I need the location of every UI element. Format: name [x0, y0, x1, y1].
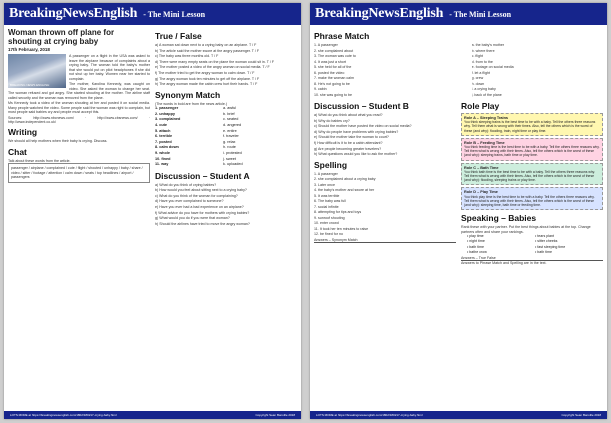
page-two-banner	[310, 3, 607, 25]
article-date: 17th February, 2018	[8, 47, 50, 52]
spelling-item: 3. Later once	[314, 182, 335, 187]
truefalse-item: b) The article said the mother swore at the angry passenger. T / F	[155, 48, 260, 53]
synonym-left-item: 3. complained	[155, 117, 181, 122]
truefalse-list	[155, 43, 297, 87]
synonym-left-item: 8. calm down	[155, 145, 179, 150]
spelling-item: 6. The baby was full	[314, 199, 346, 204]
page-one-footer	[4, 411, 301, 419]
page-one-right-column	[155, 28, 297, 409]
synonym-left-item: 11. way	[155, 162, 169, 167]
answers-note: Answers to Phrase Match and Spelling are in the text.	[461, 261, 547, 266]
spelling-item: 8. attempting for tips and toys	[314, 210, 362, 215]
page-one	[4, 3, 301, 419]
speaking-heading: Speaking – Babies	[461, 213, 537, 224]
discussion-a-item: a) What do you think of crying babies?	[155, 182, 217, 187]
truefalse-item: c) The baby was three months old. T / F	[155, 54, 219, 59]
phrase-left-item: 2. she complained about	[314, 48, 354, 53]
phrase-match-table	[314, 43, 603, 98]
truefalse-answers-label: Answers – True False	[461, 256, 603, 261]
story-sources: Sources: http://www.nbcnews.com/ · http://www.cbsnews.com/ · http://www.independent.co.uk/	[8, 115, 150, 124]
discussion-a-item: e) Have you ever had a bad experience on an airplane?	[155, 205, 244, 210]
page-one-banner	[4, 3, 301, 25]
rank-item: • bath time	[535, 250, 553, 255]
article-photo	[8, 54, 66, 88]
synonym-left-item: 1. passenger	[155, 106, 179, 111]
phrase-right-item: c. flight	[471, 54, 484, 58]
role-card-b	[461, 138, 603, 161]
phrase-left-item: 5. she held for all of the	[314, 65, 352, 69]
phrase-left-item: 8. He's not going to be	[314, 81, 350, 86]
phrase-right-item: e. footage on social media	[471, 65, 514, 69]
discussion-b-heading: Discussion – Student B	[314, 101, 409, 111]
footer-copyright: Copyright Sean Banville 2018	[561, 413, 601, 417]
phrase-right-item: i. a crying baby	[471, 87, 496, 91]
role-title: Role B – Feeding Time	[464, 140, 505, 145]
role-text: You think sleeping trains is the best time to be with a baby. Tell the others three reasons why. Tell them what is wrong with their times. Also, tell the others which is the worst of these (and why): flooding, train, night time or play time.	[464, 120, 596, 133]
spelling-item: 2. she complained about a crying baby	[314, 177, 376, 182]
footer-copyright: Copyright Sean Banville 2018	[255, 413, 295, 417]
synonym-left-item: 9. whole	[155, 150, 170, 155]
rank-item: • sitter cheeks	[535, 239, 558, 244]
spelling-item: 9. sunroof shouting	[314, 215, 345, 220]
chat-heading: Chat	[8, 146, 27, 157]
phrase-left-item: 7. make the woman calm	[314, 76, 354, 80]
rank-item: • fast sleeping time	[535, 244, 566, 249]
synonym-left-item: 5. attach	[155, 128, 171, 133]
article-story	[8, 54, 150, 124]
synonym-right-item: i. protested	[223, 150, 242, 155]
speaking-rank-list	[461, 234, 603, 256]
discussion-a-item: f) What advice do you have for mothers with crying babies?	[155, 210, 250, 215]
discussion-a-item: g) What would you do if you were that woman?	[155, 216, 230, 221]
phrase-right-item: h. down	[471, 81, 485, 86]
role-card-c	[461, 163, 603, 186]
spelling-heading: Spelling	[314, 159, 348, 170]
brand-tagline: - The Mini Lesson	[449, 9, 512, 19]
speaking-instruction: Rank these with your partner. Put the best things about babies at the top. Change partners often and share your rankings.	[461, 225, 591, 234]
phrase-left-item: 10. she was going to be	[314, 92, 352, 97]
synonym-instruction: (The words in bold are from the news article.)	[155, 101, 228, 106]
phrase-left-item: 3. The woman was cute to	[314, 54, 356, 58]
role-text: You think play time is the best time to be with a baby. Tell the others three reasons why. Tell them what is wrong with their times. Also, tell the others which is the worst of these (and why): sleeping time, bath time or feeding time.	[464, 194, 595, 208]
rank-item: • tears plant	[535, 234, 555, 239]
discussion-b-item: d) Why do people have problems with crying babies?	[314, 129, 399, 134]
phrase-right-item: a. the baby's mother	[471, 43, 505, 47]
footer-link[interactable]: LOTS MORE at https://breakingnewsenglish.com/1802/180217-crying-baby.html	[10, 413, 117, 417]
phrase-left-item: 4. It was just a short	[314, 59, 346, 64]
role-title: Role A – Sleeping Trains	[464, 116, 509, 120]
discussion-b-item: b) Why do babies cry?	[314, 118, 350, 123]
role-card-d	[461, 187, 603, 210]
chat-instruction: Talk about these words from the article.	[8, 158, 71, 163]
phrase-right-item: d. from to the	[471, 59, 493, 64]
story-paragraph: A passenger on a flight in the USA was asked to leave the airplane because of complaints about a crying baby. The woman told the baby's mother that she would put on pilot headphones if she did not shut up her baby. Women near her started to complain.	[69, 54, 150, 81]
role-title: Role C – Bath Time	[464, 165, 499, 170]
synonym-right-item: c. seated	[223, 117, 239, 122]
writing-heading: Writing	[8, 127, 38, 138]
footer-link[interactable]: LOTS MORE at https://breakingnewsenglish.com/1802/180217-crying-baby.html	[316, 413, 423, 417]
discussion-a-item: h) Should the airlines have tried to move the angry woman?	[155, 221, 250, 226]
chat-word-box: passenger / airplane / complained / cute / flight / shouted / unhappy / baby / share / video / sitter / footage / attention / calm down / seats / top headlines / airport / passengers	[8, 163, 150, 183]
spelling-item: 1. A passenger	[314, 171, 338, 176]
synonym-heading: Synonym Match	[155, 89, 221, 100]
synonym-table	[155, 106, 297, 168]
synonym-left-item: 2. unhappy	[155, 111, 176, 116]
truefalse-item: g) The angry woman took ten minutes to get off the airplane. T / F	[155, 76, 260, 81]
discussion-b-item: f) How difficult is it to be a cabin attendant?	[314, 140, 383, 145]
synonym-answers-label: Answers – Synonym Match	[314, 238, 456, 243]
discussion-a-item: d) Have you ever complained to someone?	[155, 199, 224, 204]
rank-item: • night time	[467, 239, 485, 244]
synonym-right-item: g. relax	[223, 139, 236, 144]
discussion-b-item: g) Are people becoming greater travelers?	[314, 146, 382, 151]
role-text: You think feeding time is the best time to be with a baby. Tell the others three reasons why. Tell them what is wrong with their times. Also, tell the others which is the worst of these (and why): sleeping trains, bath time or play time.	[464, 145, 600, 158]
synonym-right-item: b. brief	[223, 111, 235, 116]
story-paragraph: The mother, Karolina Kennedy, was caught on video. She asked the woman to change her seat. The woman refused and got angry. She started shouting at the mother. The airline staff called security and the woman was removed from the plane.	[8, 82, 150, 100]
discussion-a-list	[155, 183, 297, 227]
discussion-a-item: c) What do you think of the woman for complaining?	[155, 193, 238, 198]
synonym-right-item: a. awful	[223, 106, 237, 111]
truefalse-item: e) The mother posted a video of the angry woman on social media. T / F	[155, 65, 270, 70]
synonym-left-item: 4. cute	[155, 122, 168, 127]
phrase-left-item: 6. posted the video	[314, 70, 345, 75]
role-card-a	[461, 113, 603, 136]
phrase-left-item: 9. cabin	[314, 87, 327, 91]
spelling-list	[314, 172, 456, 238]
discussion-a-item: b) How would you feel about sitting next to a crying baby?	[155, 188, 247, 193]
truefalse-item: h) The angry woman made the cabin crew hurt their hands. T / F	[155, 82, 258, 87]
synonym-right-item: e. entire	[223, 128, 237, 133]
brand-title: BreakingNewsEnglish	[9, 6, 138, 21]
discussion-b-item: c) Should the mother have posted the video on social media?	[314, 124, 412, 129]
page-two-footer	[310, 411, 607, 419]
synonym-right-item: k. uploaded	[223, 162, 243, 167]
phrase-right-item: f. let a flight	[471, 70, 491, 75]
discussion-b-item: e) Should the mother take the woman to court?	[314, 135, 389, 140]
spelling-item: 10. enter crowd	[314, 221, 339, 226]
phrase-right-item: j. back of the plane	[471, 92, 502, 97]
page-two-left-column	[314, 98, 456, 409]
truefalse-item: a) A woman sat down next to a crying baby on an airplane. T / F	[155, 43, 257, 47]
brand-tagline: - The Mini Lesson	[143, 9, 206, 19]
rank-item: • bath time	[467, 244, 485, 249]
brand-title: BreakingNewsEnglish	[315, 6, 444, 21]
discussion-a-heading: Discussion – Student A	[155, 170, 250, 181]
synonym-left-item: 10. fined	[155, 156, 171, 161]
truefalse-item: d) There were many empty seats on the plane the woman could sit in. T / F	[155, 59, 275, 64]
writing-text: We should all help mothers when their baby is crying. Discuss.	[8, 139, 108, 144]
rank-item: • bathe crow	[467, 250, 487, 255]
truefalse-item: f) The mother tried to get the angry woman to calm down. T / F	[155, 70, 255, 75]
phrase-match-heading: Phrase Match	[314, 31, 370, 41]
synonym-left-item: 6. terrible	[155, 134, 173, 139]
discussion-b-item: a) What do you think about what you read?	[314, 113, 383, 117]
synonym-right-item: h. route	[223, 145, 236, 150]
synonym-right-item: d. angered	[223, 122, 242, 127]
spelling-item: 12. be fined for no	[314, 232, 343, 237]
synonym-right-item: j. sweet	[223, 156, 236, 161]
article-title: Woman thrown off plane for shouting at crying baby	[8, 28, 115, 46]
photo-caption: BREAKING NEWS ENGLISH	[10, 82, 50, 87]
role-title: Role D – Play Time	[464, 190, 498, 195]
phrase-right-item: g. crew	[471, 76, 484, 80]
truefalse-heading: True / False	[155, 31, 202, 41]
synonym-left-item: 7. posted	[155, 139, 172, 144]
story-paragraph: Ms Kennedy took a video of the woman shouting at her and posted it on social media. Many people watched the video. Some people said the woman was right to complain, but most people said babies cry and people must accept this.	[8, 101, 150, 114]
roleplay-heading: Role Play	[461, 101, 500, 111]
synonym-right-item: f. traveler	[223, 134, 239, 139]
spelling-item: 7. social infinite	[314, 204, 339, 209]
page-two-right-column	[461, 98, 603, 409]
phrase-right-item: b. where there	[471, 48, 495, 53]
rank-item: • play time	[467, 234, 484, 239]
discussion-b-item: h) What questions would you like to ask the mother?	[314, 152, 398, 157]
phrase-left-item: 1. A passenger	[314, 43, 338, 47]
role-text: You think bath time is the best time to be with a baby. Tell the others three reasons why. Tell them what is wrong with their times. Also, tell the others which is the worst of these (and why): flooding, sleeping trains or play time.	[464, 169, 596, 183]
spelling-item: 11. It took her ten minutes to raise	[314, 226, 369, 231]
page-two	[310, 3, 607, 419]
page-one-left-column	[8, 28, 150, 409]
spelling-item: 5. It was terrible	[314, 193, 340, 198]
spelling-item: 4. the baby's mother and swore at her	[314, 188, 375, 193]
